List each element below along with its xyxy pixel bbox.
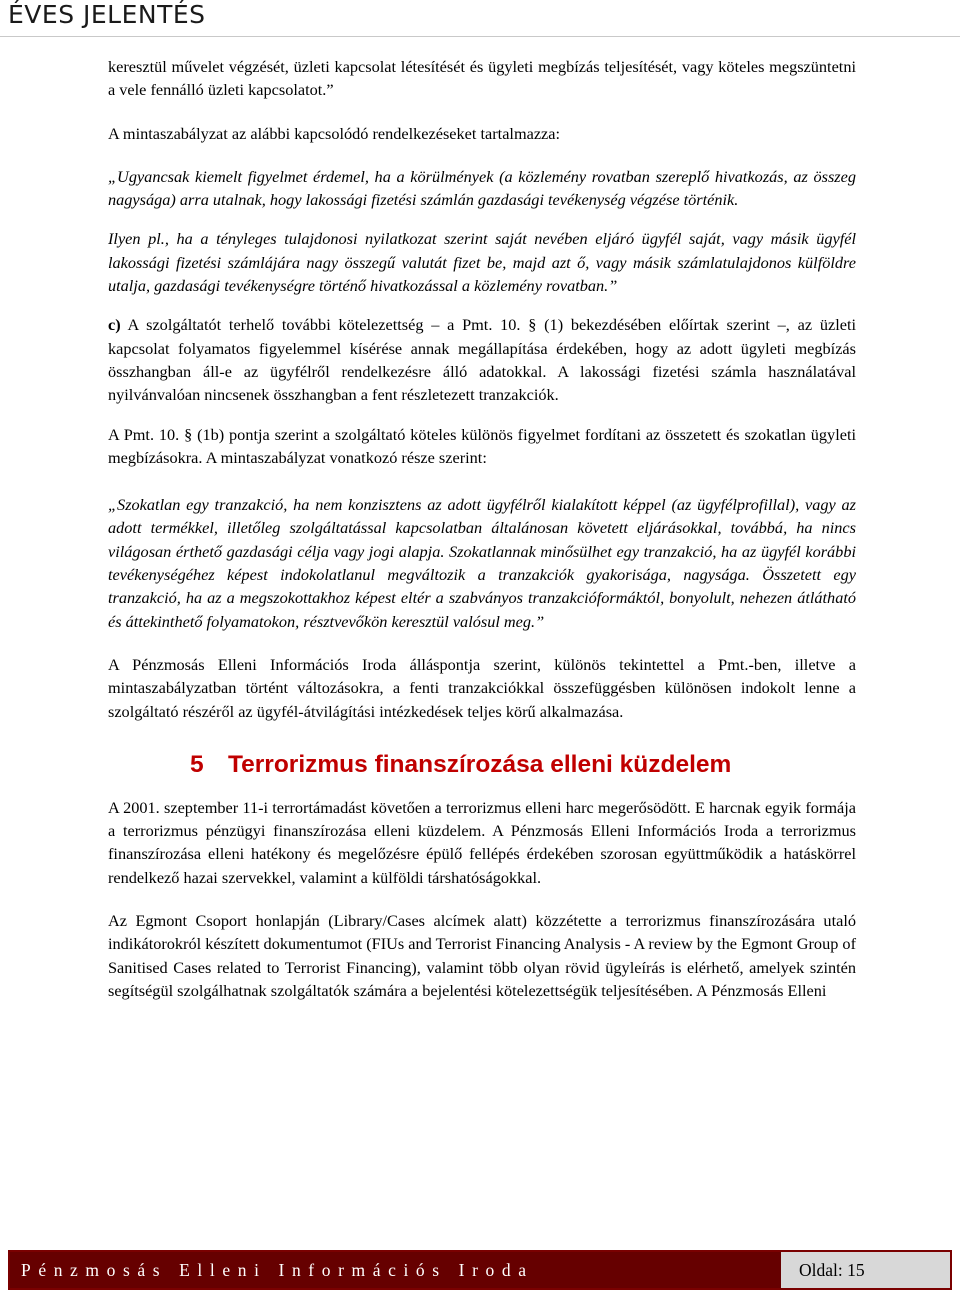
list-label-c: c) (108, 315, 121, 335)
quote-paragraph-1: „Ugyancsak kiemelt figyelmet érdemel, ha a körülmények (a közlemény rovatban szereplő hivatkozás, az összeg nagysága) arra utalnak, hogy lakossági fizetési számlán gazdasági tevékenység végzése történik. (108, 166, 856, 210)
paragraph-obligation (108, 313, 856, 406)
paragraph-obligation-text: A szolgáltatót terhelő további kötelezettség – a Pmt. 10. § (1) bekezdésében előírtak szerint –, az üzleti kapcsolat folyamatos figyelemmel kísérése annak megállapítása érdekében, hogy az adott ügyleti megbízás összhangban áll-e az ügyfélről rendelkezésre álló adatokkal. A lakossági fizetési számla használatával nyilvánvalóan nincsenek összhangban a fent részletezett tranzakciók. (108, 315, 856, 405)
paragraph-egmont: Az Egmont Csoport honlapján (Library/Cases alcímek alatt) közzétette a terrorizmus finanszírozására utaló indikátorokról készített dokumentumot (FIUs and Terrorist Financing Analysis - A review by the Egmont Group of Sanitised Cases related to Terrorist Financing), valamint több olyan rövid ügyleírás is elérhető, amelyek szintén segítségül szolgálhatnak szolgáltatók számára a bejelentési kötelezettségük teljesítésében. A Pénzmosás Elleni (108, 911, 856, 1000)
quote-paragraph-3: „Szokatlan egy tranzakció, ha nem konzisztens az adott ügyfélről kialakított képpel (az ügyfélprofillal), vagy az adott termékkel, illetőleg szolgáltatással kapcsolatban általánosan követett eljárásokkal, továbbá, ha nincs világosan érthető gazdasági célja vagy jogi alapja. Szokatlannak minősülhet egy tranzakció, ha az ügyfél korábbi tevékenységéhez képest indokolatlanul megváltozik a tranzakciók gyakorisága, nagysága. Összetett egy tranzakció, ha az a megszokottakhoz képest eltér a szabványos tranzakcióformáktól, bonyolult, nehezen átlátható és áttekinthető folyamatokon, résztvevőkön keresztül valósul meg.” (108, 495, 856, 631)
footer-page-number: Oldal: 15 (781, 1252, 950, 1288)
paragraph-continuation: keresztül művelet végzését, üzleti kapcsolat létesítését és ügyleti megbízás teljesítését, vagy köteles megszüntetni a vele fennálló üzleti kapcsolatot.” (108, 57, 856, 100)
footer-bar (8, 1250, 952, 1290)
paragraph-intro: A mintaszabályzat az alábbi kapcsolódó rendelkezéseket tartalmazza: (108, 123, 561, 143)
section-heading (190, 750, 856, 780)
paragraph-terror-intro: A 2001. szeptember 11-i terrortámadást követően a terrorizmus elleni harc megerősödött. E harcnak egyik formája a terrorizmus pénzügyi finanszírozása elleni küzdelem. A Pénzmosás Elleni Információs Iroda a terrorizmus finanszírozása elleni hatékony és megelőzésre épülő fellépés érdekében szorosan együttműködik a hatáskörrel rendelkező hazai szervekkel, valamint a külföldi társhatóságokkal. (108, 797, 856, 887)
footer-organization: Pénzmosás Elleni Információs Iroda (10, 1252, 781, 1288)
section-number: 5 (190, 750, 204, 778)
quote-paragraph-2: Ilyen pl., ha a tényleges tulajdonosi nyilatkozat szerint saját nevében eljáró ügyfél saját, vagy másik ügyfél lakossági fizetési számlájára nagy összegű valutát fizet be, majd azt ő, vagy másik számlatulajdonos külföldre utalja, gazdasági tevékenységre történő hivatkozással a közlemény rovatban.” (108, 229, 856, 296)
paragraph-position: A Pénzmosás Elleni Információs Iroda álláspontja szerint, különös tekintettel a Pmt.-ben, illetve a mintaszabályzatban történt változásokra, a fenti tranzakciókkal összefüggésben különösen indokolt lenne a szolgáltató részéről az ügyfél-átvilágítási intézkedések teljes körű alkalmazása. (108, 654, 856, 721)
section-title: Terrorizmus finanszírozása elleni küzdelem (228, 750, 732, 778)
paragraph-pmt: A Pmt. 10. § (1b) pontja szerint a szolgáltató köteles különös figyelmet fordítani az összetett és szokatlan ügyleti megbízásokra. A mintaszabályzat vonatkozó része szerint: (108, 424, 856, 467)
running-header-title: ÉVES JELENTÉS (8, 0, 206, 29)
page-footer (0, 1246, 960, 1295)
page-body (108, 55, 856, 1002)
header-divider (0, 36, 960, 37)
